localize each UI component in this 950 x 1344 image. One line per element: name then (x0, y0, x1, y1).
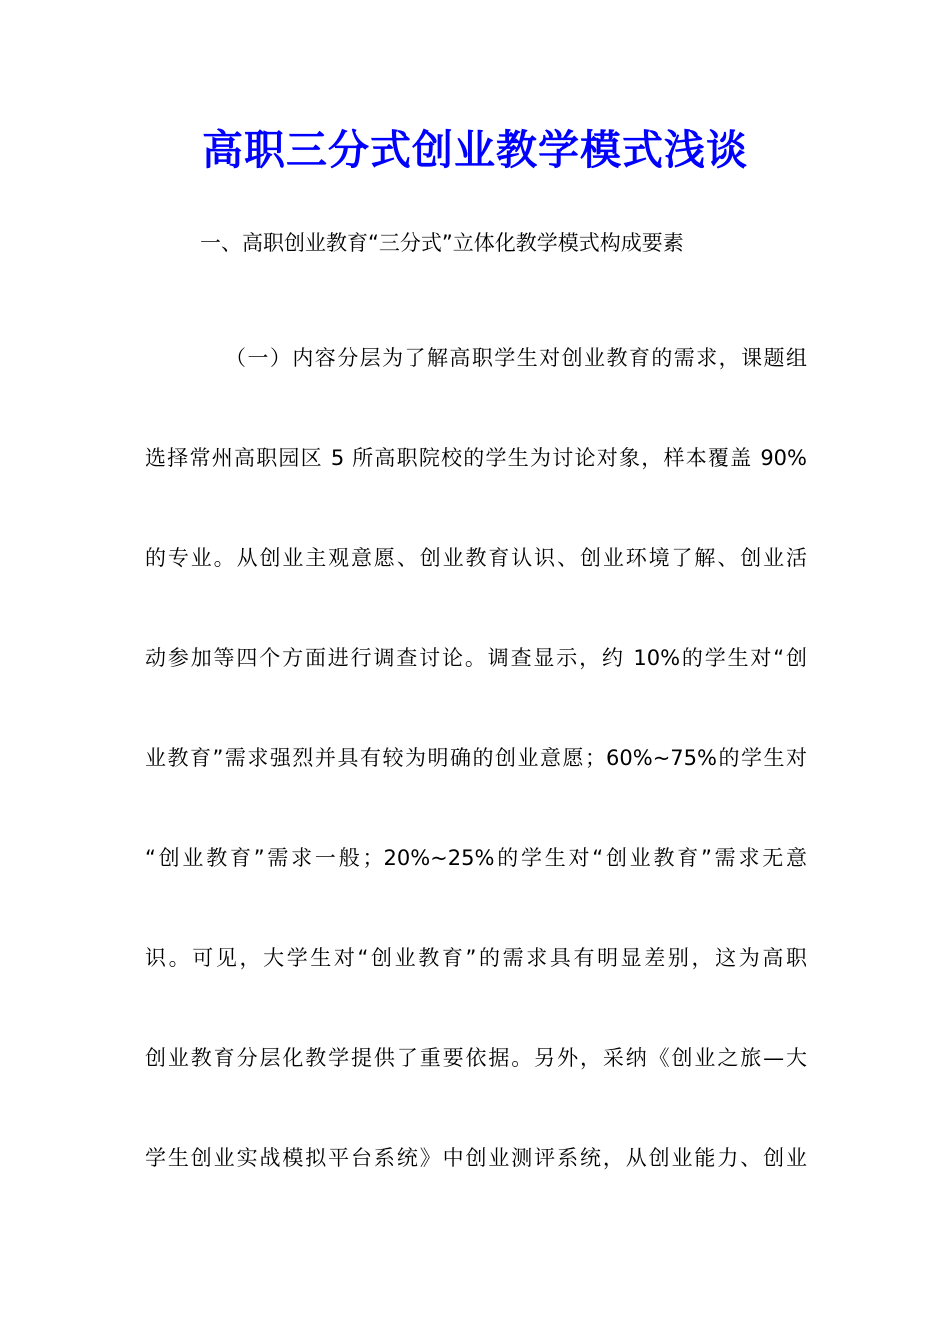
paragraph-line: 动参加等四个方面进行调查讨论。调查显示，约 10%的学生对“创 (145, 646, 807, 670)
paragraph-line: 学生创业实战模拟平台系统》中创业测评系统，从创业能力、创业 (145, 1146, 807, 1170)
section-heading: 一、高职创业教育“三分式”立体化教学模式构成要素 (200, 231, 684, 255)
paragraph-line: “创业教育”需求一般；20%~25%的学生对“创业教育”需求无意 (145, 846, 807, 870)
body-paragraph (145, 308, 807, 1208)
document-title: 高职三分式创业教学模式浅谈 (202, 126, 748, 174)
paragraph-line: 创业教育分层化教学提供了重要依据。另外，采纳《创业之旅—大 (145, 1046, 807, 1070)
paragraph-line: 业教育”需求强烈并具有较为明确的创业意愿；60%~75%的学生对 (145, 746, 807, 770)
paragraph-line: （一）内容分层为了解高职学生对创业教育的需求，课题组 (225, 346, 807, 370)
paragraph-line: 识。可见，大学生对“创业教育”的需求具有明显差别，这为高职 (145, 946, 807, 970)
paragraph-line: 选择常州高职园区 5 所高职院校的学生为讨论对象，样本覆盖 90% (145, 446, 807, 470)
paragraph-line: 的专业。从创业主观意愿、创业教育认识、创业环境了解、创业活 (145, 546, 807, 570)
